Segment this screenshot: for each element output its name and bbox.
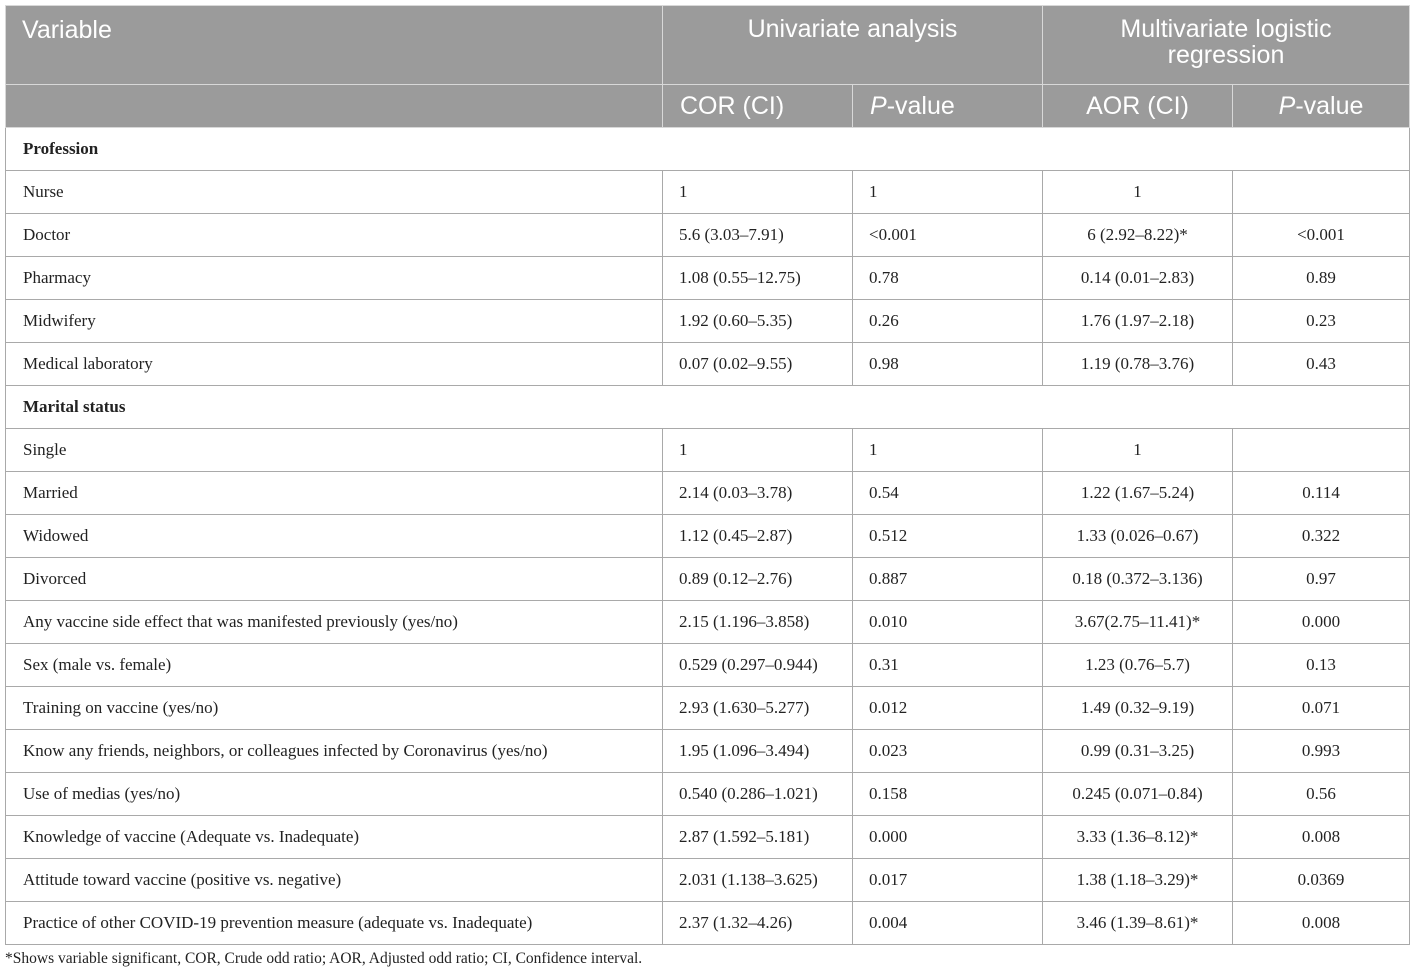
cell-variable: Midwifery	[6, 300, 663, 343]
cell-p-value-multivariate: 0.114	[1233, 472, 1410, 515]
results-table-container	[5, 5, 1409, 968]
cell-cor: 5.6 (3.03–7.91)	[663, 214, 853, 257]
cell-variable: Sex (male vs. female)	[6, 644, 663, 687]
cell-p-value-multivariate: 0.008	[1233, 902, 1410, 945]
cell-variable: Single	[6, 429, 663, 472]
cell-aor: 1.49 (0.32–9.19)	[1043, 687, 1233, 730]
table-row	[6, 859, 1410, 902]
table-row	[6, 773, 1410, 816]
cell-aor: 1.38 (1.18–3.29)*	[1043, 859, 1233, 902]
cell-p-value-multivariate: 0.071	[1233, 687, 1410, 730]
cell-variable: Widowed	[6, 515, 663, 558]
header-variable: Variable	[6, 6, 663, 85]
cell-cor: 1	[663, 429, 853, 472]
table-row	[6, 730, 1410, 773]
cell-aor: 3.46 (1.39–8.61)*	[1043, 902, 1233, 945]
section-profession	[6, 128, 1410, 171]
cell-p-value-univariate: 0.158	[853, 773, 1043, 816]
cell-cor: 1.92 (0.60–5.35)	[663, 300, 853, 343]
regression-table	[5, 5, 1410, 945]
table-row	[6, 343, 1410, 386]
cell-cor: 0.89 (0.12–2.76)	[663, 558, 853, 601]
cell-p-value-multivariate: 0.993	[1233, 730, 1410, 773]
table-row	[6, 214, 1410, 257]
cell-cor: 2.15 (1.196–3.858)	[663, 601, 853, 644]
cell-cor: 2.14 (0.03–3.78)	[663, 472, 853, 515]
cell-p-value-multivariate: 0.23	[1233, 300, 1410, 343]
cell-aor: 0.14 (0.01–2.83)	[1043, 257, 1233, 300]
cell-p-value-multivariate	[1233, 429, 1410, 472]
header-aor: AOR (CI)	[1043, 85, 1233, 128]
cell-p-value-multivariate: 0.13	[1233, 644, 1410, 687]
cell-p-value-univariate: 0.010	[853, 601, 1043, 644]
table-row	[6, 429, 1410, 472]
cell-p-value-univariate: 0.54	[853, 472, 1043, 515]
header-variable-blank	[6, 85, 663, 128]
cell-aor: 0.99 (0.31–3.25)	[1043, 730, 1233, 773]
cell-variable: Married	[6, 472, 663, 515]
cell-variable: Training on vaccine (yes/no)	[6, 687, 663, 730]
table-header	[6, 6, 1410, 128]
cell-cor: 0.529 (0.297–0.944)	[663, 644, 853, 687]
cell-cor: 0.540 (0.286–1.021)	[663, 773, 853, 816]
header-univariate: Univariate analysis	[663, 6, 1043, 85]
cell-aor: 3.33 (1.36–8.12)*	[1043, 816, 1233, 859]
cell-p-value-univariate: 0.78	[853, 257, 1043, 300]
table-row	[6, 601, 1410, 644]
cell-p-value-univariate: 0.017	[853, 859, 1043, 902]
table-row	[6, 816, 1410, 859]
header-multivariate-line2: regression	[1167, 41, 1285, 69]
table-row	[6, 687, 1410, 730]
cell-p-value-univariate: 0.31	[853, 644, 1043, 687]
cell-p-value-univariate: 0.004	[853, 902, 1043, 945]
cell-cor: 2.87 (1.592–5.181)	[663, 816, 853, 859]
table-row	[6, 472, 1410, 515]
table-row	[6, 902, 1410, 945]
cell-cor: 1.12 (0.45–2.87)	[663, 515, 853, 558]
cell-variable: Practice of other COVID-19 prevention measure (adequate vs. Inadequate)	[6, 902, 663, 945]
cell-p-value-multivariate: 0.89	[1233, 257, 1410, 300]
cell-aor: 1.76 (1.97–2.18)	[1043, 300, 1233, 343]
cell-p-value-multivariate: 0.0369	[1233, 859, 1410, 902]
cell-variable: Nurse	[6, 171, 663, 214]
section-marital-status	[6, 386, 1410, 429]
cell-variable: Medical laboratory	[6, 343, 663, 386]
cell-variable: Any vaccine side effect that was manifested previously (yes/no)	[6, 601, 663, 644]
p-italic: P	[1278, 91, 1296, 120]
cell-p-value-multivariate: 0.56	[1233, 773, 1410, 816]
cell-aor: 1.33 (0.026–0.67)	[1043, 515, 1233, 558]
cell-cor: 2.93 (1.630–5.277)	[663, 687, 853, 730]
cell-p-value-multivariate: 0.97	[1233, 558, 1410, 601]
table-footnote: *Shows variable significant, COR, Crude odd ratio; AOR, Adjusted odd ratio; CI, Confidence interval.	[5, 950, 643, 967]
cell-p-value-univariate: 0.887	[853, 558, 1043, 601]
cell-p-value-univariate: 0.000	[853, 816, 1043, 859]
cell-p-value-univariate: <0.001	[853, 214, 1043, 257]
table-body	[6, 128, 1410, 945]
table-row	[6, 171, 1410, 214]
cell-aor: 1.19 (0.78–3.76)	[1043, 343, 1233, 386]
cell-p-value-multivariate: 0.000	[1233, 601, 1410, 644]
cell-variable: Doctor	[6, 214, 663, 257]
cell-variable: Divorced	[6, 558, 663, 601]
cell-p-value-univariate: 0.012	[853, 687, 1043, 730]
cell-cor: 1	[663, 171, 853, 214]
header-multivariate-line1: Multivariate logistic	[1120, 15, 1332, 43]
cell-cor: 0.07 (0.02–9.55)	[663, 343, 853, 386]
cell-p-value-univariate: 0.26	[853, 300, 1043, 343]
cell-cor: 1.95 (1.096–3.494)	[663, 730, 853, 773]
cell-p-value-multivariate: 0.43	[1233, 343, 1410, 386]
p-suffix: -value	[1295, 91, 1364, 120]
cell-variable: Use of medias (yes/no)	[6, 773, 663, 816]
p-suffix: -value	[886, 91, 955, 120]
section-label: Marital status	[6, 386, 1410, 429]
p-italic: P	[870, 91, 887, 120]
cell-variable: Know any friends, neighbors, or colleagues infected by Coronavirus (yes/no)	[6, 730, 663, 773]
cell-variable: Knowledge of vaccine (Adequate vs. Inadequate)	[6, 816, 663, 859]
table-row	[6, 257, 1410, 300]
cell-cor: 1.08 (0.55–12.75)	[663, 257, 853, 300]
cell-aor: 1.23 (0.76–5.7)	[1043, 644, 1233, 687]
header-cor: COR (CI)	[663, 85, 853, 128]
cell-p-value-multivariate: 0.008	[1233, 816, 1410, 859]
cell-aor: 1	[1043, 171, 1233, 214]
table-row	[6, 300, 1410, 343]
table-row	[6, 515, 1410, 558]
cell-cor: 2.37 (1.32–4.26)	[663, 902, 853, 945]
cell-aor: 6 (2.92–8.22)*	[1043, 214, 1233, 257]
cell-p-value-univariate: 0.023	[853, 730, 1043, 773]
header-p-value-univariate	[853, 85, 1043, 128]
cell-aor: 3.67(2.75–11.41)*	[1043, 601, 1233, 644]
cell-aor: 0.18 (0.372–3.136)	[1043, 558, 1233, 601]
cell-p-value-univariate: 1	[853, 429, 1043, 472]
cell-aor: 0.245 (0.071–0.84)	[1043, 773, 1233, 816]
cell-cor: 2.031 (1.138–3.625)	[663, 859, 853, 902]
cell-aor: 1.22 (1.67–5.24)	[1043, 472, 1233, 515]
cell-aor: 1	[1043, 429, 1233, 472]
cell-variable: Pharmacy	[6, 257, 663, 300]
table-row	[6, 644, 1410, 687]
table-row	[6, 558, 1410, 601]
section-label: Profession	[6, 128, 1410, 171]
cell-p-value-univariate: 0.98	[853, 343, 1043, 386]
cell-p-value-univariate: 0.512	[853, 515, 1043, 558]
header-p-value-multivariate	[1233, 85, 1410, 128]
cell-p-value-multivariate	[1233, 171, 1410, 214]
cell-p-value-multivariate: 0.322	[1233, 515, 1410, 558]
cell-variable: Attitude toward vaccine (positive vs. negative)	[6, 859, 663, 902]
header-multivariate	[1043, 6, 1410, 85]
cell-p-value-univariate: 1	[853, 171, 1043, 214]
cell-p-value-multivariate: <0.001	[1233, 214, 1410, 257]
